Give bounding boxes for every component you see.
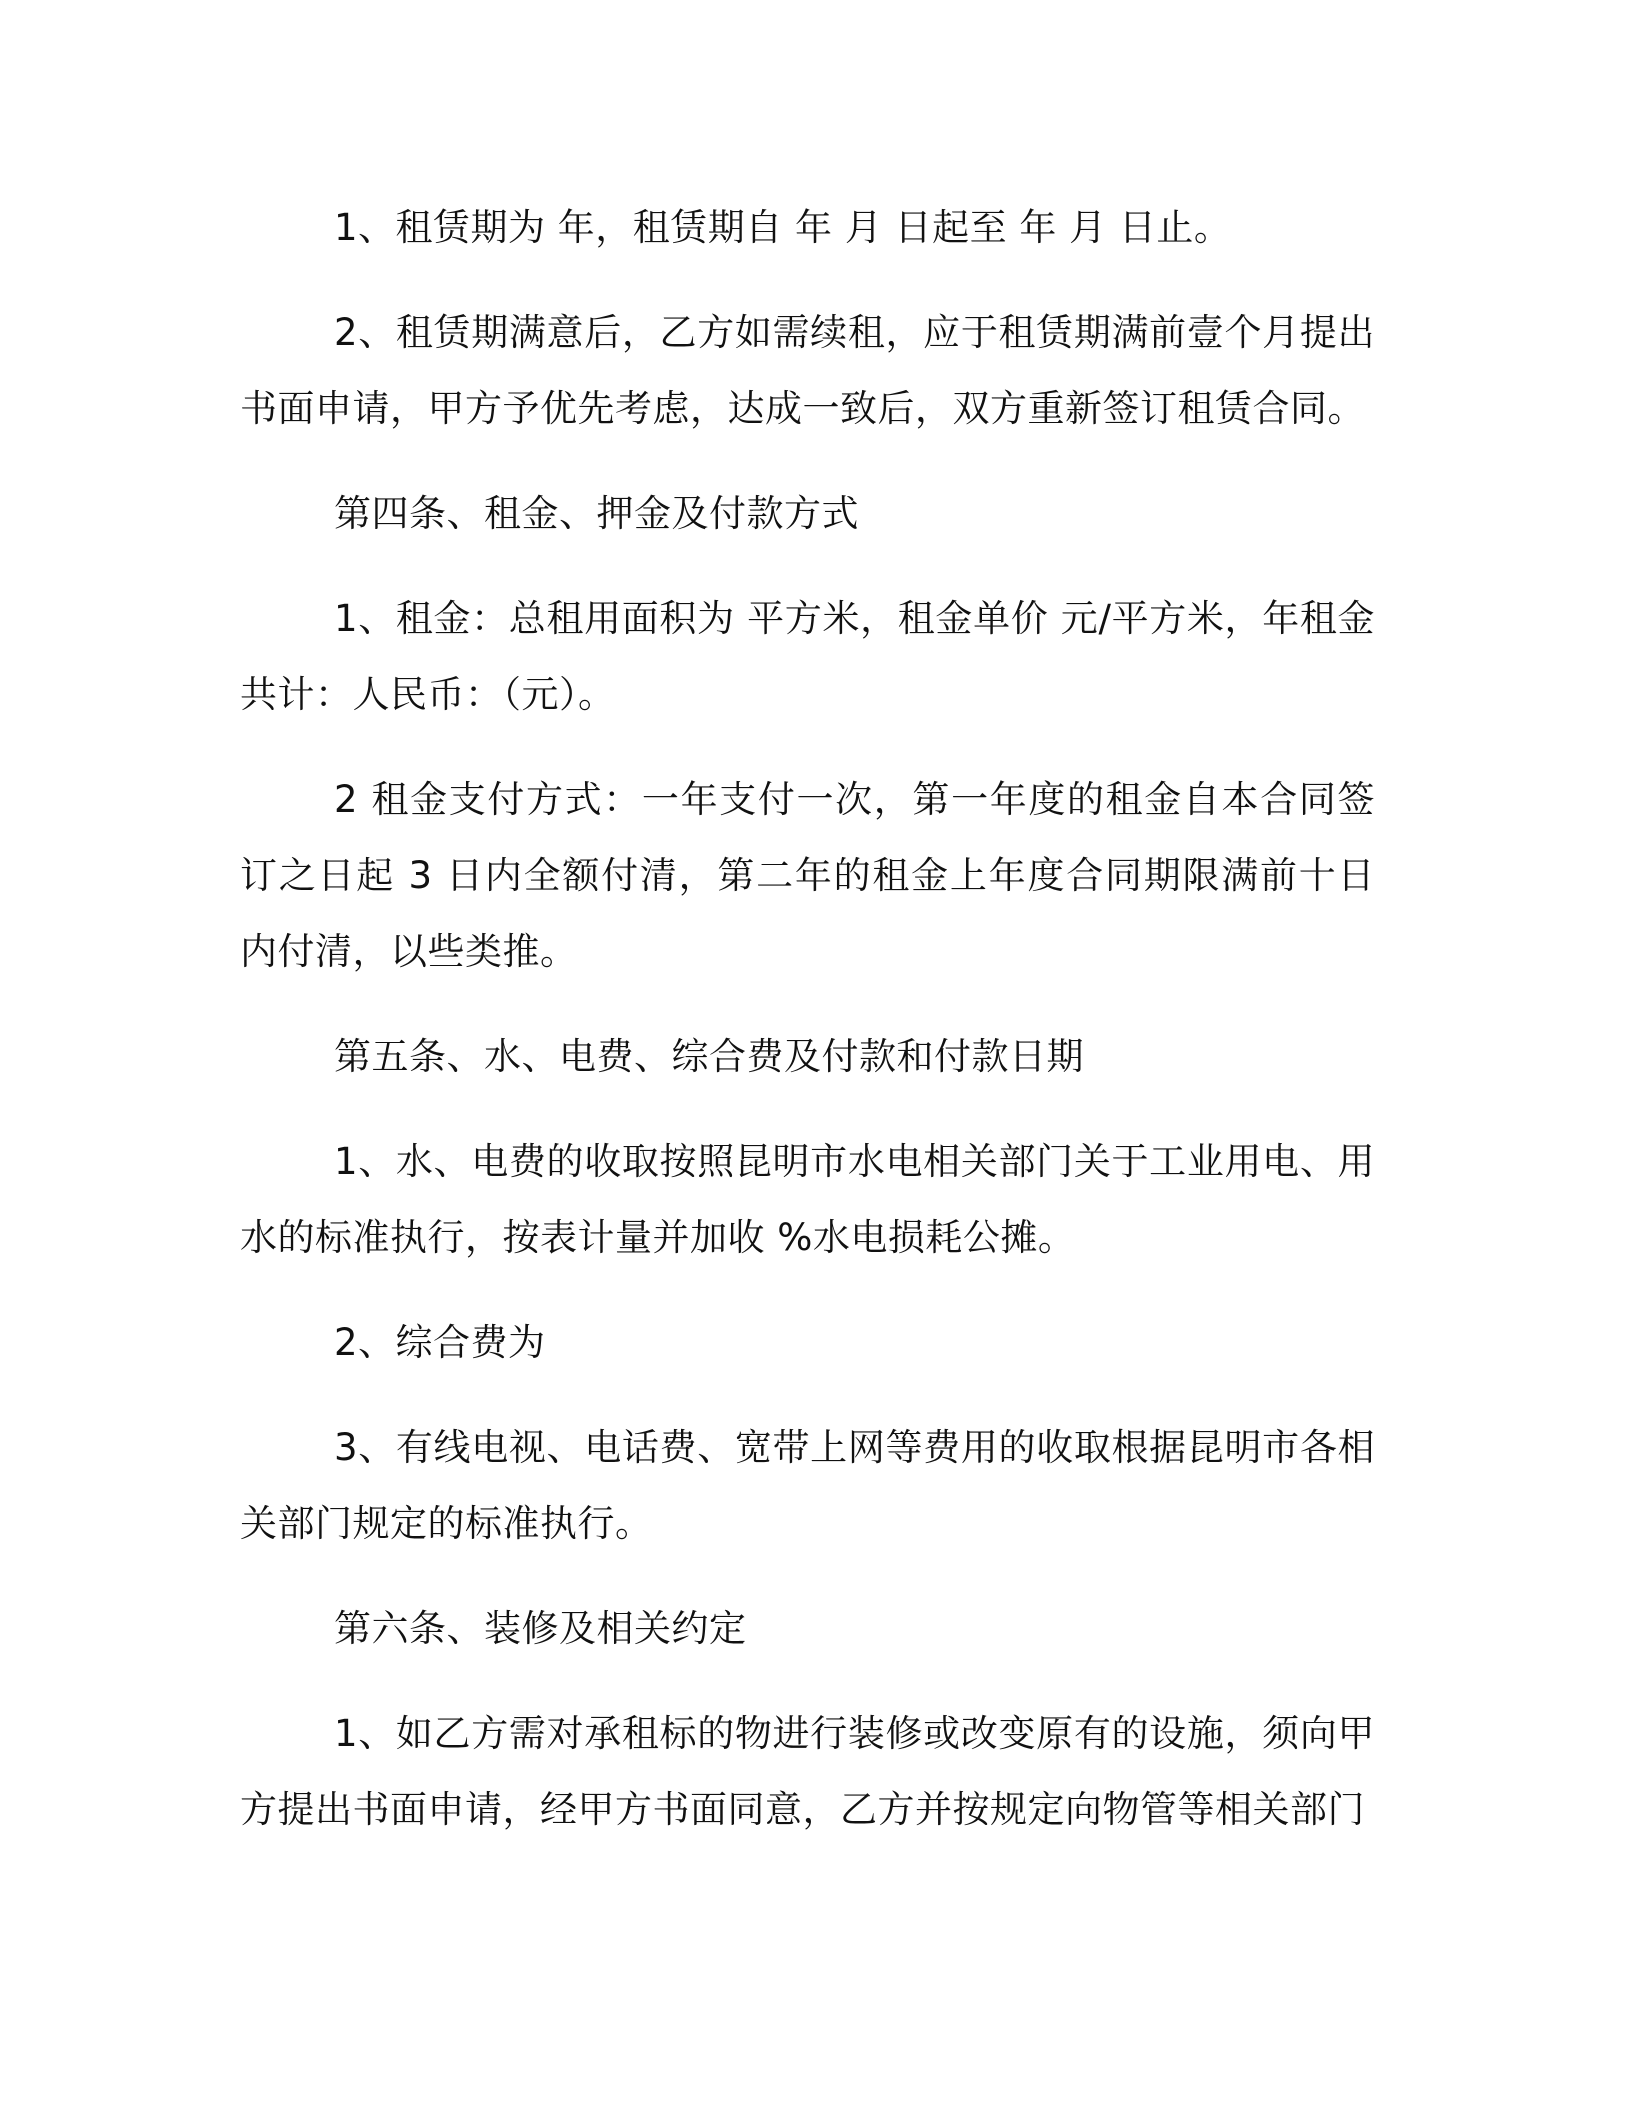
paragraph-utilities: 1、水、电费的收取按照昆明市水电相关部门关于工业用电、用水的标准执行，按表计量并加收 %水电损耗公摊。	[240, 1140, 1375, 1259]
heading-article-5: 第五条、水、电费、综合费及付款和付款日期	[334, 1035, 1084, 1078]
paragraph-telecom-fees: 3、有线电视、电话费、宽带上网等费用的收取根据昆明市各相关部门规定的标准执行。	[240, 1426, 1375, 1545]
paragraph-lease-term: 1、租赁期为 年，租赁期自 年 月 日起至 年 月 日止。	[334, 206, 1232, 249]
heading-article-4: 第四条、租金、押金及付款方式	[334, 492, 859, 535]
paragraph-comprehensive-fee: 2、综合费为	[334, 1321, 546, 1364]
heading-article-6: 第六条、装修及相关约定	[334, 1607, 747, 1650]
document-body	[240, 190, 1375, 1848]
paragraph-renovation: 1、如乙方需对承租标的物进行装修或改变原有的设施，须向甲方提出书面申请，经甲方书面同意，乙方并按规定向物管等相关部门	[240, 1712, 1375, 1831]
paragraph-rent-amount: 1、租金：总租用面积为 平方米，租金单价 元/平方米，年租金共计：人民币：（元）。	[240, 597, 1375, 716]
paragraph-rent-payment: 2 租金支付方式：一年支付一次，第一年度的租金自本合同签订之日起 3 日内全额付清，第二年的租金上年度合同期限满前十日内付清，以些类推。	[240, 778, 1375, 973]
paragraph-lease-renewal: 2、租赁期满意后，乙方如需续租，应于租赁期满前壹个月提出书面申请，甲方予优先考虑，达成一致后，双方重新签订租赁合同。	[240, 311, 1375, 430]
